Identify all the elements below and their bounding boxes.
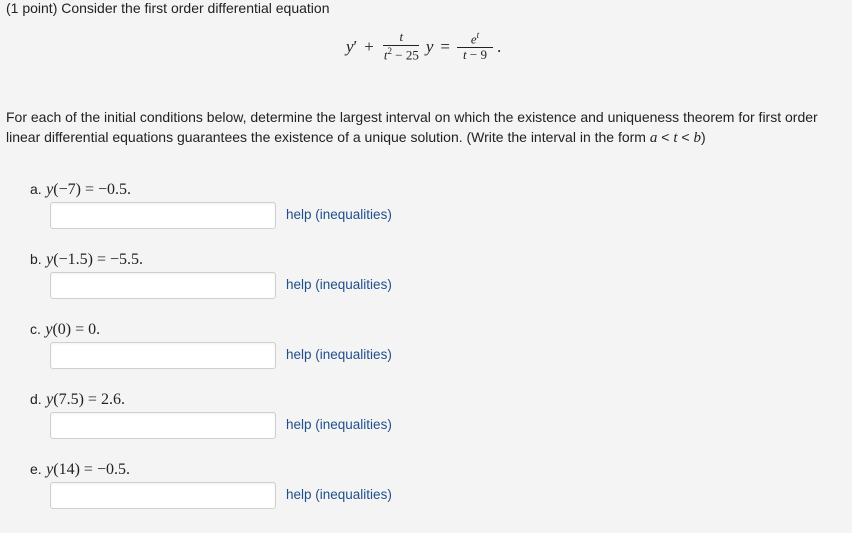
answer-input-c[interactable]	[50, 342, 276, 369]
answer-input-a[interactable]	[50, 202, 276, 229]
problem-header	[6, 0, 329, 16]
part-e-condition: e. y(14) = −0.5.	[30, 461, 130, 478]
instructions: For each of the initial conditions below, determine the largest interval on which the existence and uniqueness theorem for first order linear differential equations guarantees the existence of a unique solution. (Write the interval in the form a < t < b)	[6, 109, 818, 146]
eq-equals: =	[440, 36, 450, 56]
problem-title: Consider the first order differential equation	[61, 0, 330, 16]
part-c-condition: c. y(0) = 0.	[30, 321, 101, 338]
eq-lhs: y′	[346, 36, 358, 56]
eq-period: .	[496, 36, 502, 56]
answer-input-b[interactable]	[50, 272, 276, 299]
eq-y: y	[425, 36, 434, 56]
help-link-c[interactable]: help (inequalities)	[286, 347, 392, 362]
answer-input-e[interactable]	[50, 482, 276, 509]
points-label: (1 point)	[6, 0, 58, 16]
part-a-condition: a. y(−7) = −0.5.	[30, 181, 131, 198]
help-link-a[interactable]: help (inequalities)	[286, 207, 392, 222]
differential-equation	[346, 30, 501, 63]
part-d-condition: d. y(7.5) = 2.6.	[30, 391, 125, 408]
help-link-d[interactable]: help (inequalities)	[286, 417, 392, 432]
help-link-b[interactable]: help (inequalities)	[286, 277, 392, 292]
fraction-et-over-t-9: $\frac{e^t}{t - 9}$	[457, 30, 493, 63]
eq-plus: +	[364, 36, 374, 56]
help-link-e[interactable]: help (inequalities)	[286, 487, 392, 502]
answer-input-d[interactable]	[50, 412, 276, 439]
part-b-condition: b. y(−1.5) = −5.5.	[30, 251, 143, 268]
fraction-t-over-t2-25: $\frac{t}{t^2 - 25}$	[383, 29, 419, 63]
